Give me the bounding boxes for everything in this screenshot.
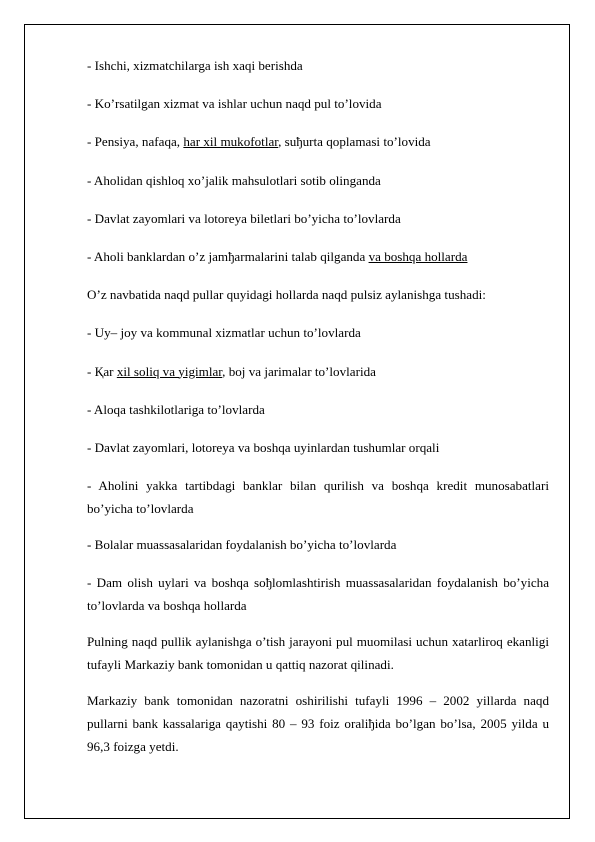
list-item-text: - Aholi banklardan o’z jamђarmalarini talab qilganda	[87, 248, 369, 264]
paragraph-text: Markaziy bank tomonidan nazoratni oshirilishi tufayli 1996 – 2002 yillarda naqd pullarni bank kassalariga qaytishi 80 – 93 foiz oraliђida bo’lgan bo’lsa, 2005 yilda u 96,3 foizga yetdi.	[87, 693, 549, 755]
list-item	[87, 360, 549, 383]
list-item-text: - Uy– joy va kommunal xizmatlar uchun to’lovlarda	[87, 325, 361, 341]
list-item-text: - Aholidan qishloq xo’jalik mahsulotlari sotib olinganda	[87, 172, 381, 188]
list-item-text: - Pensiya, nafaqa,	[87, 134, 184, 150]
list-item	[87, 169, 549, 192]
list-item	[87, 207, 549, 230]
list-item	[87, 571, 549, 617]
paragraph-text: Pulning naqd pullik aylanishga o’tish jarayoni pul muomilasi uchun xatarliroq ekanligi tufayli Markaziy bank tomonidan u qattiq nazorat qilinadi.	[87, 634, 549, 673]
list-item	[87, 321, 549, 344]
list-item-text: , boj va jarimalar to’lovlarida	[222, 363, 376, 379]
list-item-text: - Aholini yakka tartibdagi banklar bilan qurilish va boshqa kredit munosabatlari bo’yicha to’lovlarda	[87, 478, 549, 517]
list-item	[87, 92, 549, 115]
list-item-text: - Aloqa tashkilotlariga to’lovlarda	[87, 401, 265, 417]
list-item-text: - Bolalar muassasalaridan foydalanish bo’yicha to’lovlarda	[87, 537, 397, 553]
link-har-xil-mukofotlar[interactable]: har xil mukofotlar	[183, 134, 279, 150]
list-item	[87, 130, 549, 153]
link-va-boshqa-hollarda[interactable]: va boshqa hollarda	[368, 248, 468, 264]
link-xil-soliq-va-yigimlar[interactable]: xil soliq va yigimlar	[116, 363, 223, 379]
list-item-text: - Қar	[87, 363, 117, 379]
list-item	[87, 533, 549, 556]
paragraph-text: O’z navbatida naqd pullar quyidagi hollarda naqd pulsiz aylanishga tushadi:	[87, 287, 486, 303]
list-item	[87, 436, 549, 459]
list-item	[87, 54, 549, 77]
document-body	[87, 54, 549, 771]
paragraph	[87, 283, 549, 306]
paragraph	[87, 630, 549, 676]
list-item-text: - Davlat zayomlari, lotoreya va boshqa uyinlardan tushumlar orqali	[87, 439, 440, 455]
list-item-text: - Dam olish uylari va boshqa soђlomlashtirish muassasalaridan foydalanish bo’yicha to’lovlarda va boshqa hollarda	[87, 575, 549, 614]
list-item	[87, 245, 549, 268]
paragraph	[87, 689, 549, 758]
list-item	[87, 474, 549, 520]
list-item-text: - Ishchi, xizmatchilarga ish xaqi berishda	[87, 58, 303, 73]
list-item	[87, 398, 549, 421]
list-item-text: - Ko’rsatilgan xizmat va ishlar uchun naqd pul to’lovida	[87, 96, 382, 112]
list-item-text: , suђurta qoplamasi to’lovida	[278, 134, 431, 150]
list-item-text: - Davlat zayomlari va lotoreya biletlari bo’yicha to’lovlarda	[87, 210, 401, 226]
